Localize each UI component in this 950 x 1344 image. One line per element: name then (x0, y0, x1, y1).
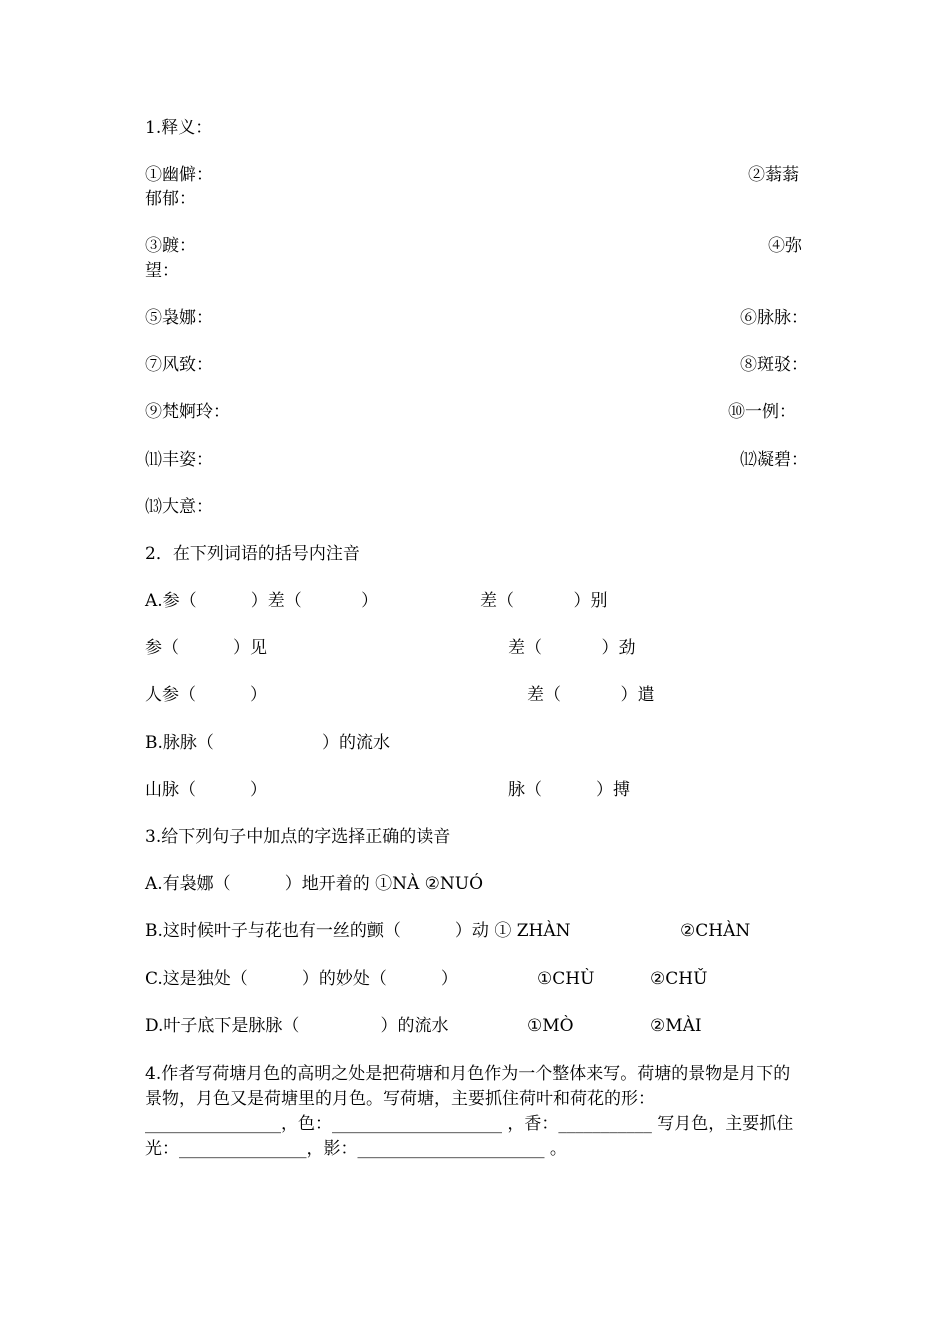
q2-row-2-left: 参（ ）见 (145, 638, 268, 658)
q1-item-11: ⑾丰姿： (145, 450, 213, 470)
q2-row-3-left: 人参（ ） (145, 685, 268, 705)
q3-row-c-option1: ①CHÙ (537, 969, 595, 989)
q2-row-a-right: 差（ ）别 (480, 591, 608, 611)
q1-item-12: ⑿凝碧： (740, 450, 808, 470)
q1-item-1: ①幽僻： (145, 165, 213, 185)
q2-row-5-right: 脉（ ）搏 (508, 780, 631, 800)
q1-title: 1.释义： (145, 118, 213, 138)
q1-item-2: ②蓊蓊 (748, 165, 799, 185)
q1-item-6: ⑥脉脉： (740, 308, 808, 328)
q1-item-9: ⑨梵婀玲： (145, 402, 230, 422)
q3-row-d-option1: ①MÒ (527, 1016, 574, 1036)
q3-row-d-option2: ②MÀI (650, 1016, 702, 1036)
q3-row-c-option2: ②CHǓ (650, 969, 708, 989)
q1-item-7: ⑦风致： (145, 355, 213, 375)
q3-row-d: D.叶子底下是脉脉（ ）的流水 (145, 1016, 449, 1036)
q3-row-b-option2: ②CHÀN (680, 921, 751, 941)
q3-row-b: B.这时候叶子与花也有一丝的颤（ ）动 ① ZHÀN (145, 921, 571, 941)
q4-paragraph: 4.作者写荷塘月色的高明之处是把荷塘和月色作为一个整体来写。荷塘的景物是月下的景物，月色又是荷塘里的月色。写荷塘，主要抓住荷叶和荷花的形：________________，色：____________________ ，香：___________ 写月色，主要抓住光：_______________，影：______________________ 。 (145, 1064, 794, 1159)
q2-row-a-left: A.参（ ）差（ ） (145, 591, 379, 611)
q1-item-10: ⑩一例： (728, 402, 796, 422)
q3-row-c: C.这是独处（ ）的妙处（ ） (145, 969, 458, 989)
q2-row-2-right: 差（ ）劲 (508, 638, 636, 658)
q1-item-4: ④弥 (768, 236, 802, 256)
q1-item-2-cont: 郁郁： (145, 189, 196, 209)
q2-row-3-right: 差（ ）遣 (527, 685, 655, 705)
q1-item-13: ⒀大意： (145, 497, 213, 517)
q1-item-3: ③踱： (145, 236, 196, 256)
q1-item-4-cont: 望： (145, 261, 179, 281)
q2-title: 2．在下列词语的括号内注音 (145, 544, 360, 564)
q1-item-5: ⑤袅娜： (145, 308, 213, 328)
q2-row-b: B.脉脉（ ）的流水 (145, 733, 390, 753)
q3-title: 3.给下列句子中加点的字选择正确的读音 (145, 827, 451, 847)
q1-item-8: ⑧斑驳： (740, 355, 808, 375)
q2-row-5-left: 山脉（ ） (145, 780, 268, 800)
q3-row-a: A.有袅娜（ ）地开着的 ①NÀ ②NUÓ (145, 874, 484, 894)
